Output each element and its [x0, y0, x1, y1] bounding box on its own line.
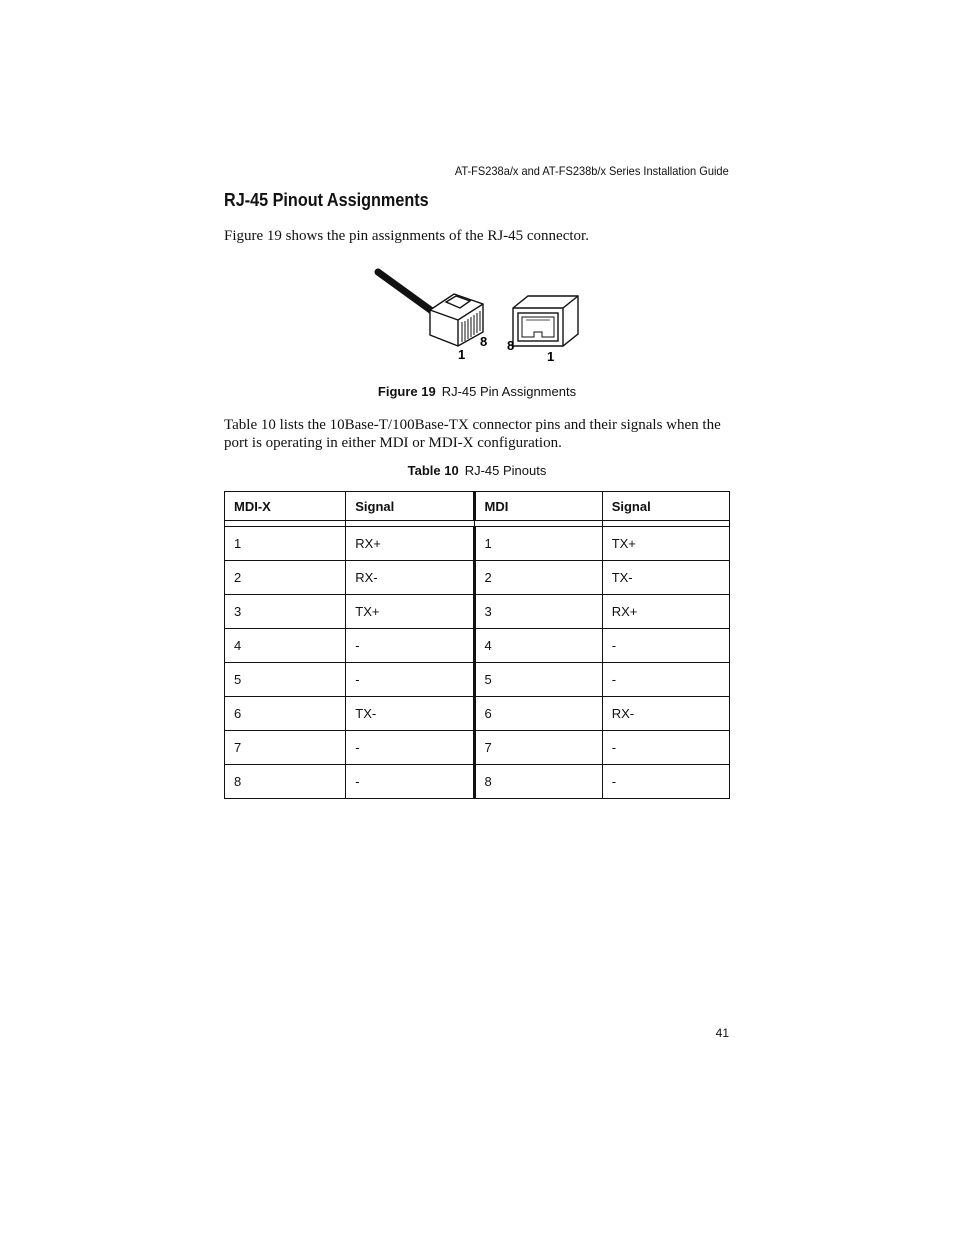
rj45-jack-graphic	[513, 296, 578, 346]
figure-caption	[224, 384, 730, 399]
jack-pin-1-label: 1	[547, 349, 555, 364]
mdi-x-pin: 7	[225, 731, 346, 765]
mdi-x-signal: RX+	[346, 527, 474, 561]
mdi-x-pin: 6	[225, 697, 346, 731]
mdi-x-pin: 8	[225, 765, 346, 799]
mdi-x-pin: 3	[225, 595, 346, 629]
header-mdi-x: MDI-X	[225, 492, 346, 521]
mdi-signal: -	[602, 629, 729, 663]
table-row	[225, 561, 730, 595]
mdi-x-signal: -	[346, 629, 474, 663]
mdi-x-signal: -	[346, 765, 474, 799]
table-row	[225, 731, 730, 765]
plug-pin-8-label: 8	[480, 334, 488, 349]
table-intro-paragraph: Table 10 lists the 10Base-T/100Base-TX connector pins and their signals when the port is operating in either MDI or MDI-X configuration.	[224, 417, 721, 451]
mdi-signal: TX+	[602, 527, 729, 561]
mdi-x-signal: RX-	[346, 561, 474, 595]
table-row	[225, 765, 730, 799]
mdi-signal: -	[602, 731, 729, 765]
mdi-signal: RX+	[602, 595, 729, 629]
mdi-pin: 3	[474, 595, 602, 629]
table-caption	[224, 463, 730, 478]
mdi-x-signal: -	[346, 663, 474, 697]
mdi-pin: 4	[474, 629, 602, 663]
section-title: RJ-45 Pinout Assignments	[224, 190, 429, 210]
running-header: AT-FS238a/x and AT-FS238b/x Series Installation Guide	[455, 164, 729, 178]
table-row	[225, 527, 730, 561]
mdi-x-pin: 1	[225, 527, 346, 561]
pinout-table	[224, 491, 730, 799]
mdi-signal: -	[602, 663, 729, 697]
table-row	[225, 663, 730, 697]
rj45-connector-illustration	[370, 262, 590, 372]
header-signal-mdi: Signal	[602, 492, 729, 521]
mdi-pin: 6	[474, 697, 602, 731]
header-mdi: MDI	[474, 492, 602, 521]
header-signal-mdi-x: Signal	[346, 492, 474, 521]
page-number: 41	[715, 1026, 729, 1040]
mdi-signal: TX-	[602, 561, 729, 595]
mdi-pin: 8	[474, 765, 602, 799]
mdi-x-pin: 2	[225, 561, 346, 595]
figure-label: Figure 19	[377, 384, 436, 399]
table-row	[225, 697, 730, 731]
mdi-x-signal: TX+	[346, 595, 474, 629]
mdi-x-pin: 4	[225, 629, 346, 663]
intro-paragraph: Figure 19 shows the pin assignments of the RJ-45 connector.	[224, 228, 589, 244]
table-row	[225, 629, 730, 663]
mdi-x-signal: TX-	[346, 697, 474, 731]
mdi-x-pin: 5	[225, 663, 346, 697]
cable-graphic	[378, 272, 436, 314]
rj45-plug-graphic	[430, 294, 483, 346]
mdi-pin: 7	[474, 731, 602, 765]
plug-pin-1-label: 1	[458, 347, 466, 362]
table-header-row	[225, 492, 730, 521]
jack-pin-8-label: 8	[507, 338, 515, 353]
mdi-x-signal: -	[346, 731, 474, 765]
mdi-signal: RX-	[602, 697, 729, 731]
mdi-signal: -	[602, 765, 729, 799]
mdi-pin: 1	[474, 527, 602, 561]
table-caption-text: RJ-45 Pinouts	[464, 463, 547, 478]
mdi-pin: 2	[474, 561, 602, 595]
figure-caption-text: RJ-45 Pin Assignments	[441, 384, 577, 399]
rj45-figure	[370, 262, 590, 372]
table-row	[225, 595, 730, 629]
mdi-pin: 5	[474, 663, 602, 697]
table-label: Table 10	[407, 463, 459, 478]
